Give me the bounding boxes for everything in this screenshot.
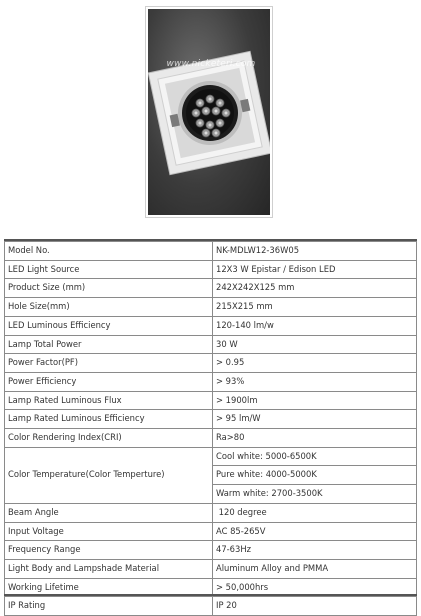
spec-value: 120 degree xyxy=(213,503,417,522)
spec-value: 30 W xyxy=(213,335,417,354)
table-row xyxy=(5,260,417,279)
spec-value: Cool white: 5000-6500K xyxy=(213,447,417,466)
spec-value: > 50,000hrs xyxy=(213,578,417,597)
spec-value: AC 85-265V xyxy=(213,522,417,541)
spec-key: Frequency Range xyxy=(5,541,213,560)
spec-table xyxy=(4,241,417,616)
spec-value: 215X215 mm xyxy=(213,298,417,317)
spec-key: Power Factor(PF) xyxy=(5,354,213,373)
spec-value: NK-MDLW12-36W05 xyxy=(213,242,417,261)
spec-key: IP Rating xyxy=(5,597,213,616)
table-row xyxy=(5,503,417,522)
table-row xyxy=(5,410,417,429)
spec-value: > 1900lm xyxy=(213,391,417,410)
table-row xyxy=(5,279,417,298)
spec-key: Lamp Rated Luminous Efficiency xyxy=(5,410,213,429)
table-row xyxy=(5,429,417,448)
table-row xyxy=(5,354,417,373)
table-bottom-divider xyxy=(4,594,417,596)
spec-key: Beam Angle xyxy=(5,503,213,522)
spec-value: 120-140 lm/w xyxy=(213,316,417,335)
table-row xyxy=(5,447,417,466)
spec-key: Light Body and Lampshade Material xyxy=(5,559,213,578)
spec-key: LED Luminous Efficiency xyxy=(5,316,213,335)
table-row xyxy=(5,242,417,261)
spec-value: > 0.95 xyxy=(213,354,417,373)
led-downlight-photo-icon xyxy=(148,9,270,215)
spec-value: IP 20 xyxy=(213,597,417,616)
table-row xyxy=(5,391,417,410)
spec-key: Input Voltage xyxy=(5,522,213,541)
table-row xyxy=(5,316,417,335)
spec-value: Warm white: 2700-3500K xyxy=(213,485,417,504)
product-photo xyxy=(148,9,270,215)
spec-key: Working Lifetime xyxy=(5,578,213,597)
table-row xyxy=(5,559,417,578)
spec-value: 242X242X125 mm xyxy=(213,279,417,298)
spec-key: Power Efficiency xyxy=(5,372,213,391)
product-photo-frame xyxy=(145,6,273,218)
photo-watermark: www.nicketeri.com xyxy=(166,59,256,69)
spec-value: > 93% xyxy=(213,372,417,391)
spec-key: LED Light Source xyxy=(5,260,213,279)
spec-value: 12X3 W Epistar / Edison LED xyxy=(213,260,417,279)
spec-key: Model No. xyxy=(5,242,213,261)
spec-key: Lamp Rated Luminous Flux xyxy=(5,391,213,410)
table-row xyxy=(5,541,417,560)
spec-key: Hole Size(mm) xyxy=(5,298,213,317)
table-row xyxy=(5,335,417,354)
spec-value: Pure white: 4000-5000K xyxy=(213,466,417,485)
spec-key: Color Rendering Index(CRI) xyxy=(5,429,213,448)
spec-value: Aluminum Alloy and PMMA xyxy=(213,559,417,578)
spec-value: 47-63Hz xyxy=(213,541,417,560)
spec-value: Ra>80 xyxy=(213,429,417,448)
spec-key: Product Size (mm) xyxy=(5,279,213,298)
spec-value: > 95 lm/W xyxy=(213,410,417,429)
table-row xyxy=(5,372,417,391)
spec-key: Color Temperature(Color Temperture) xyxy=(5,447,213,503)
spec-key: Lamp Total Power xyxy=(5,335,213,354)
table-row xyxy=(5,522,417,541)
table-row xyxy=(5,298,417,317)
